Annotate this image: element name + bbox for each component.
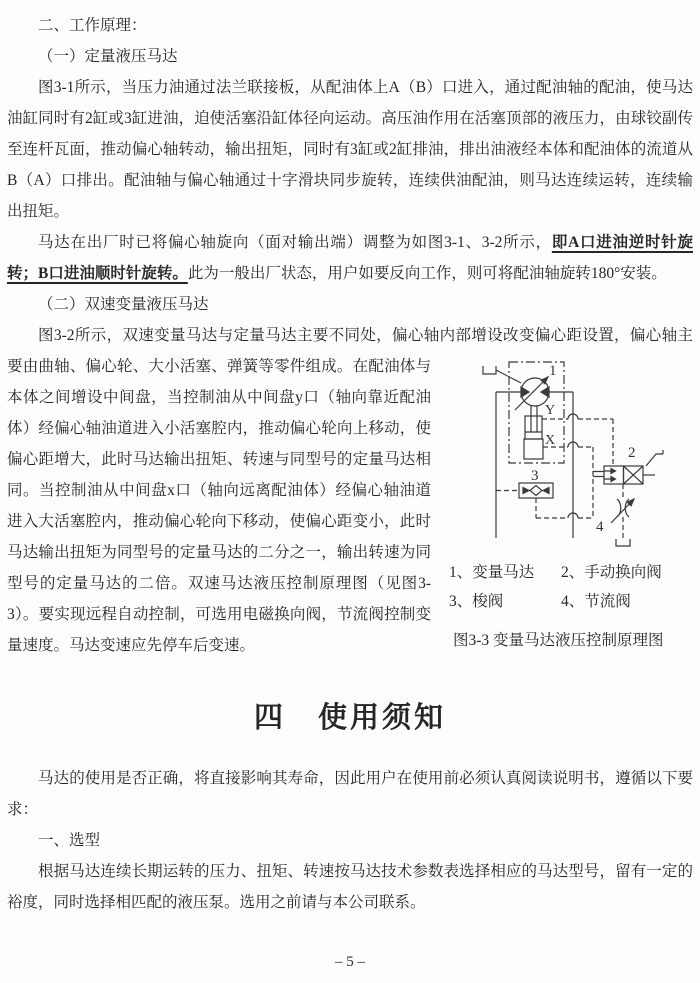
legend-item: 2、手动换向阀 [561, 564, 662, 581]
section-2-1-heading: （一）定量液压马达 [38, 48, 178, 65]
figure-caption: 图3-3 变量马达液压控制原理图 [453, 632, 664, 649]
section-4-intro: 马达的使用是否正确，将直接影响其寿命，因此用户在使用前必须认真阅读说明书，遵循以下要求： [7, 770, 693, 818]
label-valve: 2 [628, 445, 636, 461]
figure-legend [441, 559, 693, 615]
paragraph-rotation-note [7, 227, 693, 289]
figure-3-3-schematic [441, 353, 691, 553]
section-2-heading: 二、工作原理： [38, 17, 147, 34]
drain-symbol-top [483, 366, 521, 383]
label-port-y: Y [545, 403, 556, 418]
label-shuttle: 3 [531, 468, 539, 484]
figure-3-3 [441, 353, 693, 654]
paragraph-fixed-motor: 图3-1所示，当压力油通过法兰联接板，从配油体上A（B）口进入，通过配油轴的配油，使马达油缸同时有2缸或3缸进油，迫使活塞沿缸体径向运动。高压油作用在活塞顶部的液压力，由球铰副传至连杆瓦面，推动偏心轴转动，输出扭矩，同时有3缸或2缸排油，排出油液经本体和配油体的流道从B（A）口排出。配油轴与偏心轴通过十字滑块同步旋转，连续供油配油，则马达连续运转，连续输出扭矩。 [7, 79, 693, 220]
legend-item: 4、节流阀 [561, 593, 631, 610]
throttle-valve-symbol [611, 484, 634, 539]
section-4-selection-paragraph: 根据马达连续长期运转的压力、扭矩、转速按马达技术参数表选择相应的马达型号，留有一定的裕度，同时选择相匹配的液压泵。选用之前请与本公司联系。 [7, 863, 693, 911]
legend-item: 1、变量马达 [449, 564, 535, 581]
rotation-note-pre: 马达在出厂时已将偏心轴旋向（面对输出端）调整为如图3-1、3-2所示， [38, 234, 552, 251]
label-motor: 1 [549, 363, 557, 379]
legend-item: 3、梭阀 [449, 593, 504, 610]
section-4-heading: 四 使用须知 [253, 702, 446, 734]
shuttle-outlet-line [536, 498, 593, 518]
rotation-note-post: 此为一般出厂状态，用户如要反向工作，则可将配油轴旋转180°安装。 [187, 265, 667, 282]
shuttle-valve-symbol [519, 483, 553, 498]
label-throttle: 4 [596, 519, 604, 535]
page-number: – 5 – [335, 954, 365, 970]
section-4-1-heading: 一、选型 [38, 832, 101, 849]
paragraph-variable-motor-rest: 要由曲轴、偏心轮、大小活塞、弹簧等零件组成。在配油体与本体之间增设中间盘，当控制油从中间盘y口（轴向靠近配油体）经偏心轴油道进入小活塞腔内，推动偏心轮向上移动，使偏心距增大，此时马达输出扭矩、转速与同型号的定量马达相同。当控制油从中间盘x口（轴向远离配油体）经偏心轴油道进入大活塞腔内，推动偏心轮向下移动，使偏心距变小，此时马达输出扭矩为同型号的定量马达的二分之一，输出转速为同型号的定量马达的二倍。双速马达液压控制原理图（见图3-3）。要实现远程自动控制，可选用电磁换向阀，节流阀控制变量速度。马达变速应先停车后变速。 [7, 358, 431, 654]
tank-symbol [616, 539, 630, 546]
label-port-x: X [545, 433, 556, 448]
paragraph-variable-motor-line1: 图3-2所示，双速变量马达与定量马达主要不同处，偏心轴内部增设改变偏心距设置，偏心轴主 [38, 327, 693, 344]
section-2-2-heading: （二）双速变量液压马达 [38, 296, 209, 313]
rotation-note-emphasis: 即A口进油逆时针旋转；B口进油顺时针旋转。 [7, 234, 693, 282]
valve-lever [646, 450, 663, 466]
cylinder-symbol [524, 406, 543, 459]
